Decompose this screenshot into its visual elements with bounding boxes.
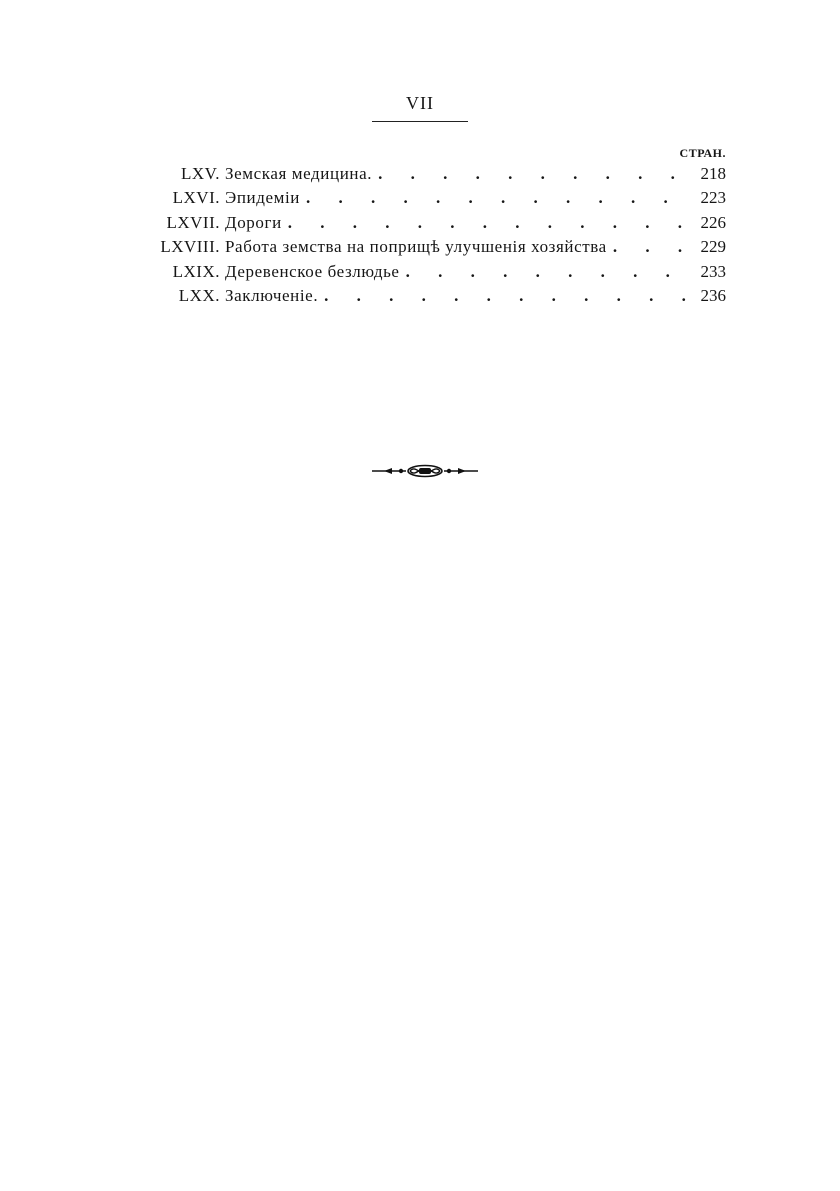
dot-leader [613,237,692,257]
decorative-knot-divider-icon [370,463,480,479]
toc-entry [150,188,726,212]
chapter-numeral: LXX. [178,285,220,305]
chapter-numeral: LXVII. [166,212,220,232]
page-column-label: СТРАН. [679,146,726,160]
chapter-title: Эпидеміи [225,188,300,208]
chapter-page: 233 [700,261,726,281]
chapter-title: Деревенское безлюдье [225,261,400,281]
chapter-numeral: LXVI. [172,188,220,208]
chapter-numeral: LXIX. [172,261,220,281]
chapter-page: 218 [700,164,726,183]
toc-entry [150,237,726,261]
chapter-page: 223 [700,188,726,208]
chapter-numeral: LXVIII. [160,237,220,257]
page-number: VII [406,93,434,113]
toc-entry [150,286,726,310]
table-of-contents [150,164,726,310]
chapter-title: Земская медицина. [225,164,373,183]
toc-entry [150,213,726,237]
dot-leader [306,188,692,208]
dot-leader [324,286,692,306]
chapter-page: 226 [700,212,726,232]
chapter-title: Работа земства на поприщѣ улучшенія хозяйства [225,237,607,257]
chapter-title: Дороги [225,212,282,232]
chapter-page: 236 [700,285,726,305]
toc-entry [150,262,726,286]
dot-leader [406,262,692,282]
chapter-page: 229 [700,237,726,257]
header-rule [372,121,468,122]
chapter-numeral: LXV. [181,164,220,183]
dot-leader [378,164,692,184]
toc-entry [150,164,726,188]
dot-leader [288,213,692,233]
chapter-title: Заключеніе. [225,285,319,305]
